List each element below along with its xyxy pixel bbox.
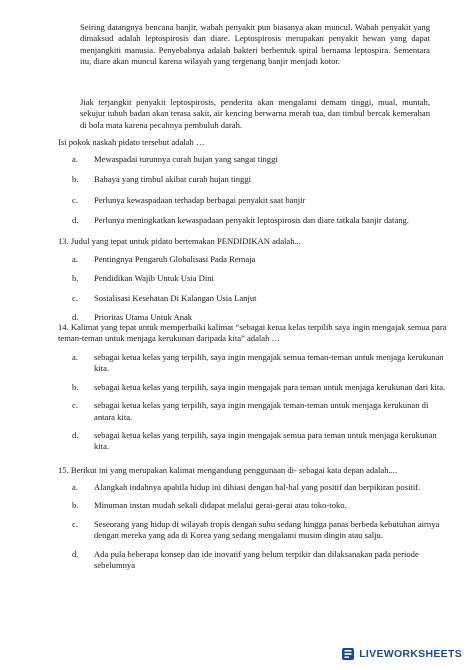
option-text: Seseorang yang hidup di wilayah tropis dengan suhu sedang hingga panas berbeda kebutuhan airnya dengan mereka yang ada di Korea yang sedang mengalami musim dingin atau salju. [94, 518, 440, 541]
question-14-option-b[interactable] [58, 382, 448, 393]
option-letter: c. [72, 194, 78, 205]
question-13-options [58, 254, 448, 324]
liveworksheets-brand-text: LIVEWORKSHEETS [359, 648, 462, 660]
option-text: Pentingnya Pengaruh Globalisasi Pada Remaja [94, 254, 256, 264]
option-text: Alangkah indahnya apabila hidup ini dihiasi dengan hal-hal yang positif dan berpikiran positif. [94, 482, 421, 492]
option-text: Mewaspadai turunnya curah hujan yang sangat tinggi [94, 154, 278, 164]
question-14-text: 14. Kalimat yang tepat untuk memperbaiki kalimat “sebagai ketua kelas terpilih saya ingin mengajak semua para teman-teman untuk menjaga kerukunan daripada kita” adalah … [58, 322, 447, 344]
option-text: sebagai ketua kelas yang terpilih, saya ingin mengajak semua teman-teman untuk menjaga kerukunan kita. [94, 352, 444, 374]
option-text: sebagai ketua kelas yang terpilih, saya ingin mengajak semua para teman untuk menjaga kerukunan kita. [94, 430, 437, 452]
option-letter: c. [72, 518, 78, 529]
question-15-option-a[interactable] [58, 482, 448, 493]
option-letter: d. [72, 548, 79, 559]
option-letter: a. [72, 482, 78, 492]
question-13-option-c[interactable] [58, 293, 448, 304]
question-12-option-b[interactable] [58, 174, 448, 185]
option-text: sebagai ketua kelas yang terpilih, saya ingin mengajak para teman untuk menjaga kerukunan dari kita. [94, 381, 446, 392]
option-text: Minuman instan mudah sekali didapat melalui gerai-gerai atau toko-toko. [94, 500, 347, 511]
question-15-option-b[interactable] [58, 500, 448, 511]
question-13-text: 13. Judul yang tepat untuk pidato bertemakan PENDIDIKAN adalah... [58, 236, 301, 246]
question-14-options [58, 352, 448, 453]
question-14-option-a[interactable] [58, 352, 448, 375]
intro-paragraph-1: Seiring datangnya bencana banjir, wabah penyakit pun biasanya akan muncul. Wabah penyakit yang dimaksud adalah leptospirosis dan diare. Leptospirosis merupakan penyakit hewan yang dapat menjangkiti manusia. Penyebabnya adalah bakteri berbentuk spiral bernama leptospira. Sementara itu, diare akan muncul karena wilayah yang tergenang banjir menjadi kotor. [80, 22, 430, 67]
option-text: Pendidikan Wajib Untuk Usia Dini [94, 273, 214, 284]
option-letter: d. [72, 215, 79, 226]
option-text: Bahaya yang timbul akibat curah hujan tinggi [94, 174, 252, 185]
question-15-option-d[interactable] [58, 549, 448, 572]
question-13-option-b[interactable] [58, 273, 448, 284]
option-letter: b. [72, 174, 79, 185]
option-letter: d. [72, 430, 79, 441]
option-letter: b. [72, 500, 79, 511]
question-12-options [58, 154, 448, 227]
question-15-options [58, 482, 448, 571]
liveworksheets-brand[interactable] [341, 646, 462, 662]
option-letter: d. [72, 312, 79, 323]
option-letter: c. [72, 400, 78, 411]
question-12-option-c[interactable] [58, 195, 448, 206]
question-14-option-d[interactable] [58, 430, 448, 453]
option-text: Ada pula beberapa konsep dan ide inovatif yang belum terpikir dan dilaksanakan pada periode sebelumnya [94, 548, 419, 571]
option-letter: b. [72, 381, 79, 392]
option-letter: a. [72, 254, 78, 264]
question-12-text: Isi pokok naskah pidato tersebut adalah … [58, 137, 205, 147]
intro-paragraph-2: Jiak terjangkit penyakit leptospirosis, penderita akan mengalami demam tinggi, mual, muntah, sekujur tubuh badan akan terasa sakit, air kencing berwarna merah tua, dan timbul bercak kemerahan di bola mata karena pecahnya pembuluh darah. [80, 97, 430, 130]
option-text: Prioritas Utama Untuk Anak [94, 312, 193, 323]
question-15-text: 15. Berikut ini yang merupakan kalimat mengandung penggunaan di- sebagai kata depan adalah.... [58, 465, 398, 475]
option-text: Perlunya kewaspadaan terhadap berbagai penyakit saat banjir [94, 194, 306, 205]
option-letter: a. [72, 352, 78, 362]
option-text: Perlunya meningkatkan kewaspadaan penyakit leptospirosis dan diare tatkala banjir datang. [94, 215, 410, 226]
option-letter: b. [72, 273, 79, 284]
question-12-option-a[interactable] [58, 154, 448, 165]
question-13-option-a[interactable] [58, 254, 448, 265]
option-text: sebagai ketua kelas yang terpilih, saya ingin mengajak teman-teman untuk menjaga kerukunan di antara kita. [94, 400, 429, 422]
option-text: Sosialisasi Kesehatan Di Kalangan Usia Lanjut [94, 292, 257, 303]
question-12-option-d[interactable] [58, 215, 448, 226]
option-letter: a. [72, 154, 78, 164]
option-letter: c. [72, 292, 78, 303]
question-14-option-c[interactable] [58, 400, 448, 423]
question-15-option-c[interactable] [58, 519, 448, 542]
liveworksheets-logo-icon [341, 647, 355, 661]
